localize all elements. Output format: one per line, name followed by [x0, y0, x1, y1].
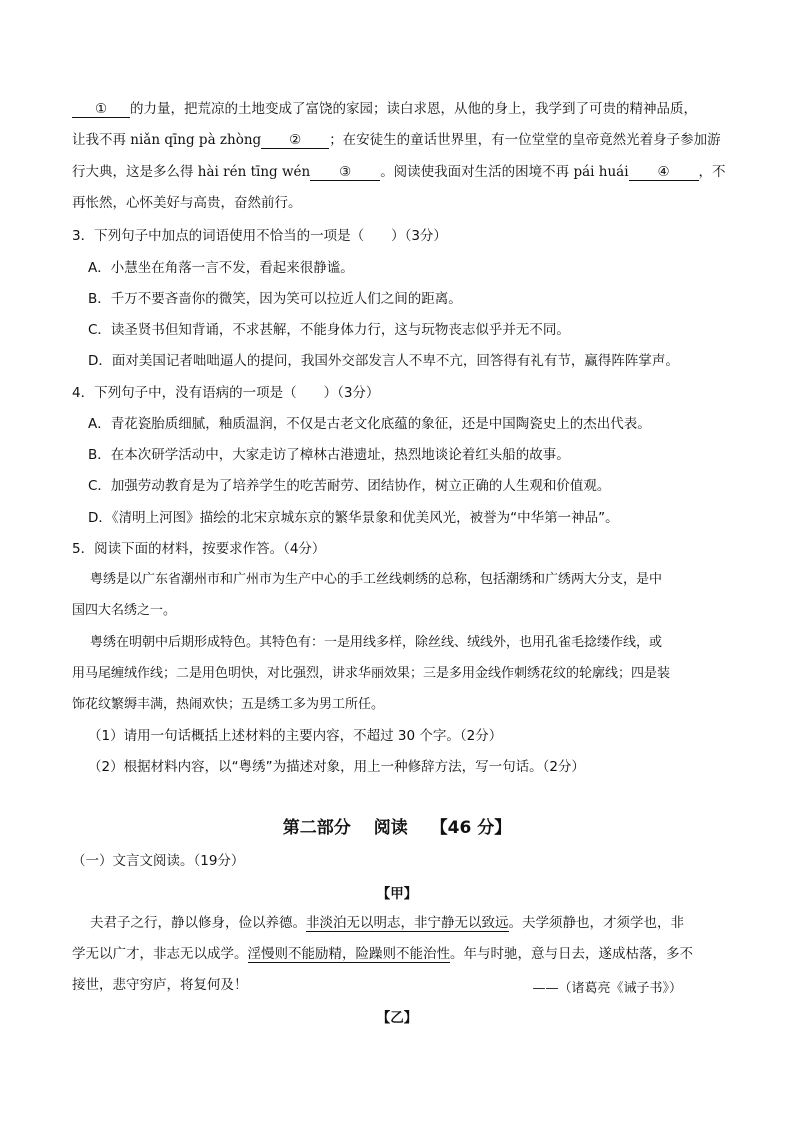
passage-yi-label: 【乙】: [376, 1010, 418, 1026]
part2-title: 第二部分 阅读 【46 分】: [282, 818, 512, 838]
blank-4[interactable]: ④: [629, 164, 699, 181]
passage-jia-label: 【甲】: [376, 886, 418, 902]
passage-text: 。年与时驰，意与日去，遂成枯落，多不: [450, 946, 693, 962]
q3-option-a[interactable]: A．小慧坐在角落一言不发，看起来很静谧。: [88, 260, 354, 276]
passage-text: 。夫学须静也，才须学也，非: [508, 915, 684, 931]
q3-stem: 3．下列句子中加点的词语使用不恰当的一项是（ ）（3分）: [72, 228, 447, 244]
q3-option-b[interactable]: B．千万不要吝啬你的微笑，因为笑可以拉近人们之间的距离。: [88, 291, 462, 307]
fill-line-1: [72, 99, 697, 119]
passage-jia-line-3: 接世，悲守穷庐，将复何及！: [72, 977, 248, 993]
q5-sub1: （1）请用一句话概括上述材料的主要内容，不超过 30 个字。（2分）: [88, 728, 503, 744]
q4-option-a[interactable]: A．青花瓷胎质细腻，釉质温润，不仅是古老文化底蕴的象征，还是中国陶瓷史上的杰出代表。: [88, 416, 651, 432]
q3-option-d[interactable]: D．面对美国记者咄咄逼人的提问，我国外交部发言人不卑不亢，回答得有礼有节，赢得阵阵掌声。: [88, 353, 679, 369]
fill-text: 让我不再 niǎn qīng pà zhòng: [72, 132, 262, 148]
fill-text: ，不: [698, 164, 726, 180]
q5-material-p2-cont: 饰花纹繁缛丰满，热闹欢快；五是绣工多为男工所任。: [72, 697, 385, 712]
q4-option-d[interactable]: D．《清明上河图》描绘的北宋京城东京的繁华景象和优美风光，被誉为“中华第一神品”。: [88, 510, 619, 526]
blank-2[interactable]: ②: [261, 132, 329, 149]
fill-text: 的力量，把荒凉的土地变成了富饶的家园；读白求恩，从他的身上，我学到了可贵的精神品质，: [130, 101, 697, 117]
fill-text: 行大典，这是多么得 hài rén tīng wén: [72, 164, 311, 180]
q5-material-p2: 粤绣在明朝中后期形成特色。其特色有：一是用线多样，除丝线、绒线外，也用孔雀毛捻缕作线，或: [90, 635, 663, 650]
fill-line-3: [72, 162, 726, 182]
section1-heading: （一）文言文阅读。（19分）: [72, 853, 245, 869]
q5-stem: 5．阅读下面的材料，按要求作答。（4分）: [72, 541, 326, 557]
passage-jia-source: ——（诸葛亮《诫子书》）: [532, 981, 682, 996]
q3-option-c[interactable]: C．读圣贤书但知背诵，不求甚解，不能身体力行，这与玩物丧志似乎并无不同。: [88, 322, 570, 338]
blank-1[interactable]: ①: [72, 101, 130, 118]
q5-material-p2-cont: 用马尾缠绒作线；二是用色明快，对比强烈，讲求华丽效果；三是多用金线作刺绣花纹的轮廓线；四是装: [72, 666, 671, 681]
q5-sub2: （2）根据材料内容，以“粤绣”为描述对象，用上一种修辞方法，写一句话。（2分）: [88, 759, 585, 775]
passage-text: 夫君子之行，静以修身，俭以养德。: [90, 915, 306, 931]
underlined-sentence: 非淡泊无以明志，非宁静无以致远: [306, 915, 509, 931]
q4-option-c[interactable]: C．加强劳动教育是为了培养学生的吃苦耐劳、团结协作，树立正确的人生观和价值观。: [88, 478, 611, 494]
blank-3[interactable]: ③: [310, 164, 380, 181]
fill-line-4: 再怅然，心怀美好与高贵，奋然前行。: [72, 195, 302, 211]
q4-option-b[interactable]: B．在本次研学活动中，大家走访了樟林古港遗址，热烈地谈论着红头船的故事。: [88, 447, 570, 463]
passage-jia-line-2: [72, 944, 693, 964]
passage-jia-line-1: [90, 913, 684, 933]
q5-material-p1: 粤绣是以广东省潮州市和广州市为生产中心的手工丝线刺绣的总称，包括潮绣和广绣两大分支，是中: [90, 572, 663, 587]
q5-material-p1-cont: 国四大名绣之一。: [72, 603, 177, 618]
fill-text: ；在安徒生的童话世界里，有一位堂堂的皇帝竟然光着身子参加游: [329, 132, 721, 148]
fill-line-2: [72, 130, 721, 150]
underlined-sentence: 淫慢则不能励精，险躁则不能治性: [247, 946, 450, 962]
q4-stem: 4．下列句子中，没有语病的一项是（ ）（3分）: [72, 385, 380, 401]
passage-text: 学无以广才，非志无以成学。: [72, 946, 248, 962]
fill-text: 。阅读使我面对生活的困境不再 pái huái: [380, 164, 629, 180]
